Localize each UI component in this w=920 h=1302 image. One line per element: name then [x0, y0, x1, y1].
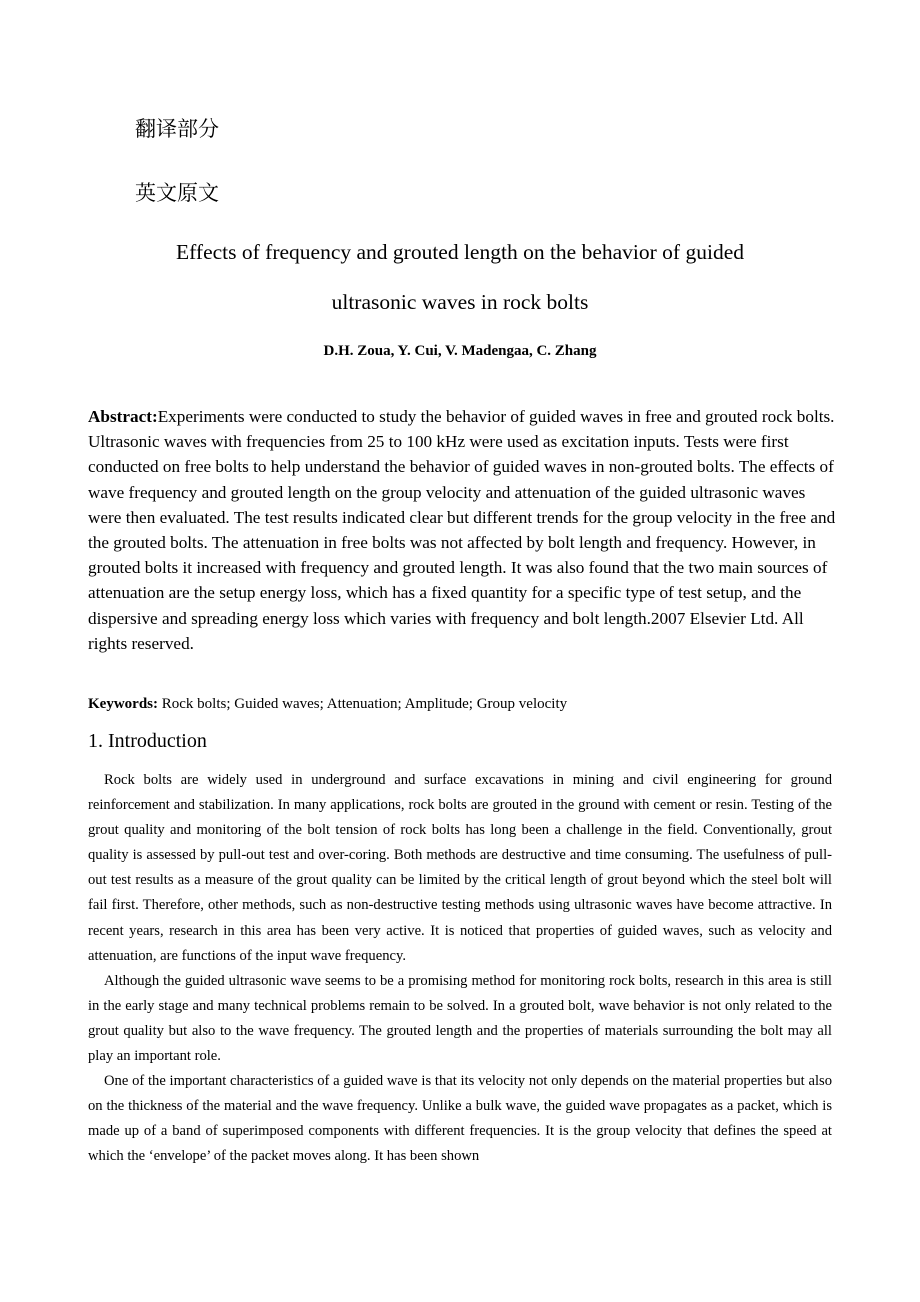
- keywords-text: Rock bolts; Guided waves; Attenuation; Amplitude; Group velocity: [158, 696, 568, 712]
- paper-title-line-2: ultrasonic waves in rock bolts: [331, 290, 589, 314]
- author-list: D.H. Zoua, Y. Cui, V. Madengaa, C. Zhang: [323, 343, 597, 359]
- paragraph: One of the important characteristics of a guided wave is that its velocity not only depends on the material properties but also on the thickness of the material and the wave frequency. Unlike a bulk wave, the guided wave propagates as a packet, which is made up of a band of superimposed components with different frequencies. It is the group velocity that defines the speed at which the ‘envelope’ of the packet moves along. It has been shown: [88, 1073, 832, 1165]
- paragraph: Rock bolts are widely used in underground and surface excavations in mining and civil engineering for ground reinforcement and stabilization. In many applications, rock bolts are grouted in the ground with cement or resin. Testing of the grout quality and monitoring of the bolt tension of rock bolts has long been a challenge in the field. Conventionally, grout quality is assessed by pull-out test and over-coring. Both methods are destructive and time consuming. The usefulness of pull-out test results as a measure of the grout quality can be limited by the critical length of grout beyond which the steel bolt will fail first. Therefore, other methods, such as non-destructive testing methods using ultrasonic waves have become attractive. In recent years, research in this area has been very active. It is noticed that properties of guided waves, such as velocity and attenuation, are functions of the input wave frequency.: [88, 772, 832, 964]
- abstract-label: Abstract:: [88, 407, 158, 426]
- paragraph: Although the guided ultrasonic wave seems to be a promising method for monitoring rock bolts, research in this area is still in the early stage and many technical problems remain to be solved. In a grouted bolt, wave behavior is not only related to the grout quality but also to the wave frequency. The grouted length and the properties of materials surrounding the bolt may all play an important role.: [88, 972, 832, 1065]
- keywords-label: Keywords:: [88, 696, 158, 712]
- abstract: [88, 404, 836, 656]
- section-heading: 1. Introduction: [88, 730, 207, 752]
- section-label-cn: 翻译部分: [135, 117, 219, 141]
- subsection-label-cn: 英文原文: [135, 181, 219, 205]
- abstract-text: Experiments were conducted to study the behavior of guided waves in free and grouted rock bolts. Ultrasonic waves with frequencies from 25 to 100 kHz were used as excitation inputs. Tests were first conducted on free bolts to help understand the behavior of guided waves in non-grouted bolts. The effects of wave frequency and grouted length on the group velocity and attenuation of the guided ultrasonic waves were then evaluated. The test results indicated clear but different trends for the group velocity in the free and the grouted bolts. The attenuation in free bolts was not affected by bolt length and frequency. However, in grouted bolts it increased with frequency and grouted length. It was also found that the two main sources of attenuation are the setup energy loss, which has a fixed quantity for a specific type of test setup, and the dispersive and spreading energy loss which varies with frequency and bolt length.2007 Elsevier Ltd. All rights reserved.: [88, 407, 836, 653]
- paper-title-line-1: Effects of frequency and grouted length on the behavior of guided: [176, 240, 744, 264]
- keywords: [88, 696, 836, 713]
- introduction-body: [88, 768, 832, 1170]
